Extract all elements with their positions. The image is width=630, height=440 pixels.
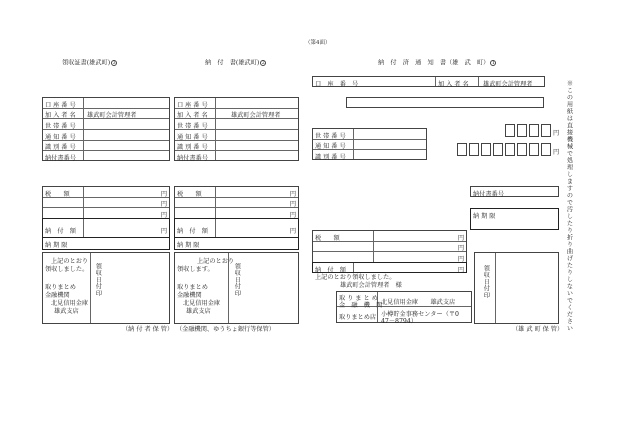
notice-digit-box-b5 (505, 143, 515, 156)
notice-payment-label: 納 付 額 (315, 266, 346, 274)
payment-id-label: 識 別 番 号 (177, 144, 208, 152)
receipt-due-label: 納 期 限 (45, 241, 68, 249)
notice-digit-box-a1 (505, 124, 515, 137)
payment-payment-label: 納 付 額 (177, 228, 208, 235)
notice-digit-box-b3 (481, 143, 491, 156)
payment-stamp-label: 領収日付印 (233, 263, 241, 297)
payment-handler-2: 金融機関 (177, 292, 202, 299)
receipt-household-row (43, 119, 169, 130)
notice-subscriber-value: 雄武町会計管理者 (483, 80, 533, 88)
receipt-title-text: 領収証書(雄武町) (62, 59, 111, 67)
payment-household-label: 世 帯 番 号 (177, 122, 208, 130)
notice-top-table (312, 76, 545, 87)
payment-due-label: 納 期 限 (177, 241, 200, 249)
receipt-id-row (43, 141, 169, 152)
notice-subscriber-label: 加 入 者 名 (438, 80, 469, 88)
payment-slip-circle-number: 2 (261, 61, 265, 66)
receipt-received-1: 上記のとおり (51, 258, 89, 265)
notice-handler-label-1: 取 り ま と め (339, 295, 378, 302)
payment-yen-2: 円 (289, 201, 296, 209)
notice-payee-line: 雄武町会計管理者 様 (340, 282, 402, 289)
payment-payment-box (174, 218, 299, 238)
receipt-payment-label: 納 付 額 (45, 228, 76, 235)
receipt-subscriber-row (43, 109, 169, 120)
payment-account-label: 口 座 番 号 (177, 101, 208, 109)
payment-slip-no-label: 納付書番号 (177, 155, 208, 162)
receipt-amount-table (42, 186, 170, 218)
notice-yen-3: 円 (457, 255, 464, 263)
notice-notice-label: 通 知 番 号 (315, 143, 346, 151)
receipt-circle-number: 3 (112, 61, 116, 66)
notice-stamp-area (474, 252, 559, 324)
notice-keeper: （雄 武 町 保 管） (512, 326, 564, 333)
receipt-handler-1: 取りまとめ (45, 284, 76, 291)
receipt-received-2: 領収しました。 (45, 266, 89, 273)
notice-handler-table (336, 291, 472, 323)
receipt-bank: 北見信用金庫 (51, 300, 89, 307)
payment-stamp-area (174, 252, 299, 324)
payment-due-box (174, 238, 299, 250)
notice-digit-box-b4 (493, 143, 503, 156)
notice-digit-box-a4 (541, 124, 551, 137)
notice-id-label: 識 別 番 号 (315, 153, 346, 161)
receipt-subscriber-label: 加 入 者 名 (45, 112, 76, 120)
receipt-yen-2: 円 (160, 201, 167, 209)
receipt-stamp-area (42, 252, 170, 324)
payment-branch: 雄武支店 (186, 308, 211, 315)
receipt-handler-2: 金融機関 (45, 292, 70, 299)
notice-store-value-1: 小樽貯金事務センター（〒0 (381, 311, 459, 318)
notice-received-line: 上記のとおり領収しました。 (315, 274, 396, 281)
notice-payment-box (312, 262, 467, 273)
notice-digit-box-b1 (457, 143, 467, 156)
payment-handler-1: 取りまとめ (177, 284, 208, 291)
payment-received-2: 領収します。 (177, 266, 214, 273)
payment-received-1: 上記のとおり (197, 258, 235, 265)
notice-store-value-2: 47－8794） (381, 318, 417, 325)
payment-info-table (174, 97, 299, 161)
notice-digit-box-a2 (517, 124, 527, 137)
payment-yen-1: 円 (289, 190, 296, 198)
notice-digit-box-b7 (529, 143, 539, 156)
notice-slip-no-box (470, 186, 559, 197)
payment-notice-label: 通 知 番 号 (177, 133, 208, 141)
notice-digit-box-b2 (469, 143, 479, 156)
receipt-title (62, 60, 117, 67)
notice-handler-label-2: 金 融 機 関 (339, 302, 383, 309)
notice-yen-4: 円 (457, 266, 464, 274)
notice-digit-box-b6 (517, 143, 527, 156)
notice-slip-no-label: 納付書番号 (473, 190, 504, 198)
receipt-account-row (43, 98, 169, 109)
notice-title-text: 納 付 済 通 知 書（雄 武 町） (378, 59, 490, 67)
payment-yen-4: 円 (289, 228, 296, 235)
payment-slip-title-text: 納 付 書(雄武町) (205, 59, 260, 67)
receipt-account-label: 口 座 番 号 (45, 101, 76, 109)
notice-title (378, 60, 496, 67)
receipt-yen-1: 円 (160, 190, 167, 198)
payment-yen-3: 円 (289, 211, 296, 219)
notice-yen-2: 円 (457, 245, 464, 253)
notice-handler-value: 北見信用金庫 雄武支店 (381, 298, 456, 306)
receipt-payment-box (42, 218, 170, 238)
receipt-info-table (42, 97, 170, 161)
form-number: （第4面） (305, 40, 331, 46)
notice-due-box (470, 208, 559, 230)
receipt-yen-4: 円 (160, 228, 167, 235)
notice-store-label: 取りまとめ店 (339, 314, 377, 321)
notice-blank-box (346, 97, 544, 108)
receipt-keeper: （納 付 者 保 管） (122, 326, 174, 333)
payment-tax-label: 税 額 (177, 190, 202, 198)
notice-yen-1: 円 (457, 234, 464, 242)
payment-subscriber-value: 雄武町会計管理者 (231, 112, 281, 120)
payment-slip-title (205, 60, 266, 67)
notice-due-label: 納 期 限 (473, 212, 496, 220)
notice-digit-box-a3 (529, 124, 539, 137)
payment-subscriber-label: 加 入 者 名 (177, 112, 208, 120)
receipt-slip-row (43, 152, 169, 163)
notice-yen-a: 円 (553, 130, 560, 137)
notice-circle-number: 1 (491, 61, 495, 66)
receipt-tax-label: 税 額 (45, 190, 70, 198)
notice-household-label: 世 帯 番 号 (315, 132, 346, 140)
receipt-id-label: 識 別 番 号 (45, 144, 76, 152)
receipt-branch: 雄武支店 (54, 308, 79, 315)
receipt-yen-3: 円 (160, 211, 167, 219)
notice-id-table (312, 128, 427, 160)
receipt-stamp-label: 領収日付印 (94, 263, 102, 297)
receipt-notice-row (43, 130, 169, 141)
notice-amount-table (312, 230, 467, 262)
side-note: ※この用紙は直接機械で処理しますので汚したり折り曲げたりしないでください (565, 80, 573, 332)
receipt-household-label: 世 帯 番 号 (45, 122, 76, 130)
receipt-notice-label: 通 知 番 号 (45, 133, 76, 141)
payment-amount-table (174, 186, 299, 218)
notice-stamp-label: 領収日付印 (482, 265, 490, 299)
receipt-due-box (42, 238, 170, 250)
notice-tax-label: 税 額 (315, 234, 340, 242)
notice-account-label: 口 座 番 号 (315, 80, 359, 88)
notice-digit-box-b8 (541, 143, 551, 156)
payment-bank: 北見信用金庫 (183, 300, 221, 307)
receipt-slip-label: 納付書番号 (45, 155, 76, 162)
payment-keeper: （金融機関、ゆうちょ銀行等保管） (176, 326, 275, 333)
notice-yen-b: 円 (553, 149, 560, 156)
receipt-subscriber-value: 雄武町会計管理者 (87, 112, 137, 120)
